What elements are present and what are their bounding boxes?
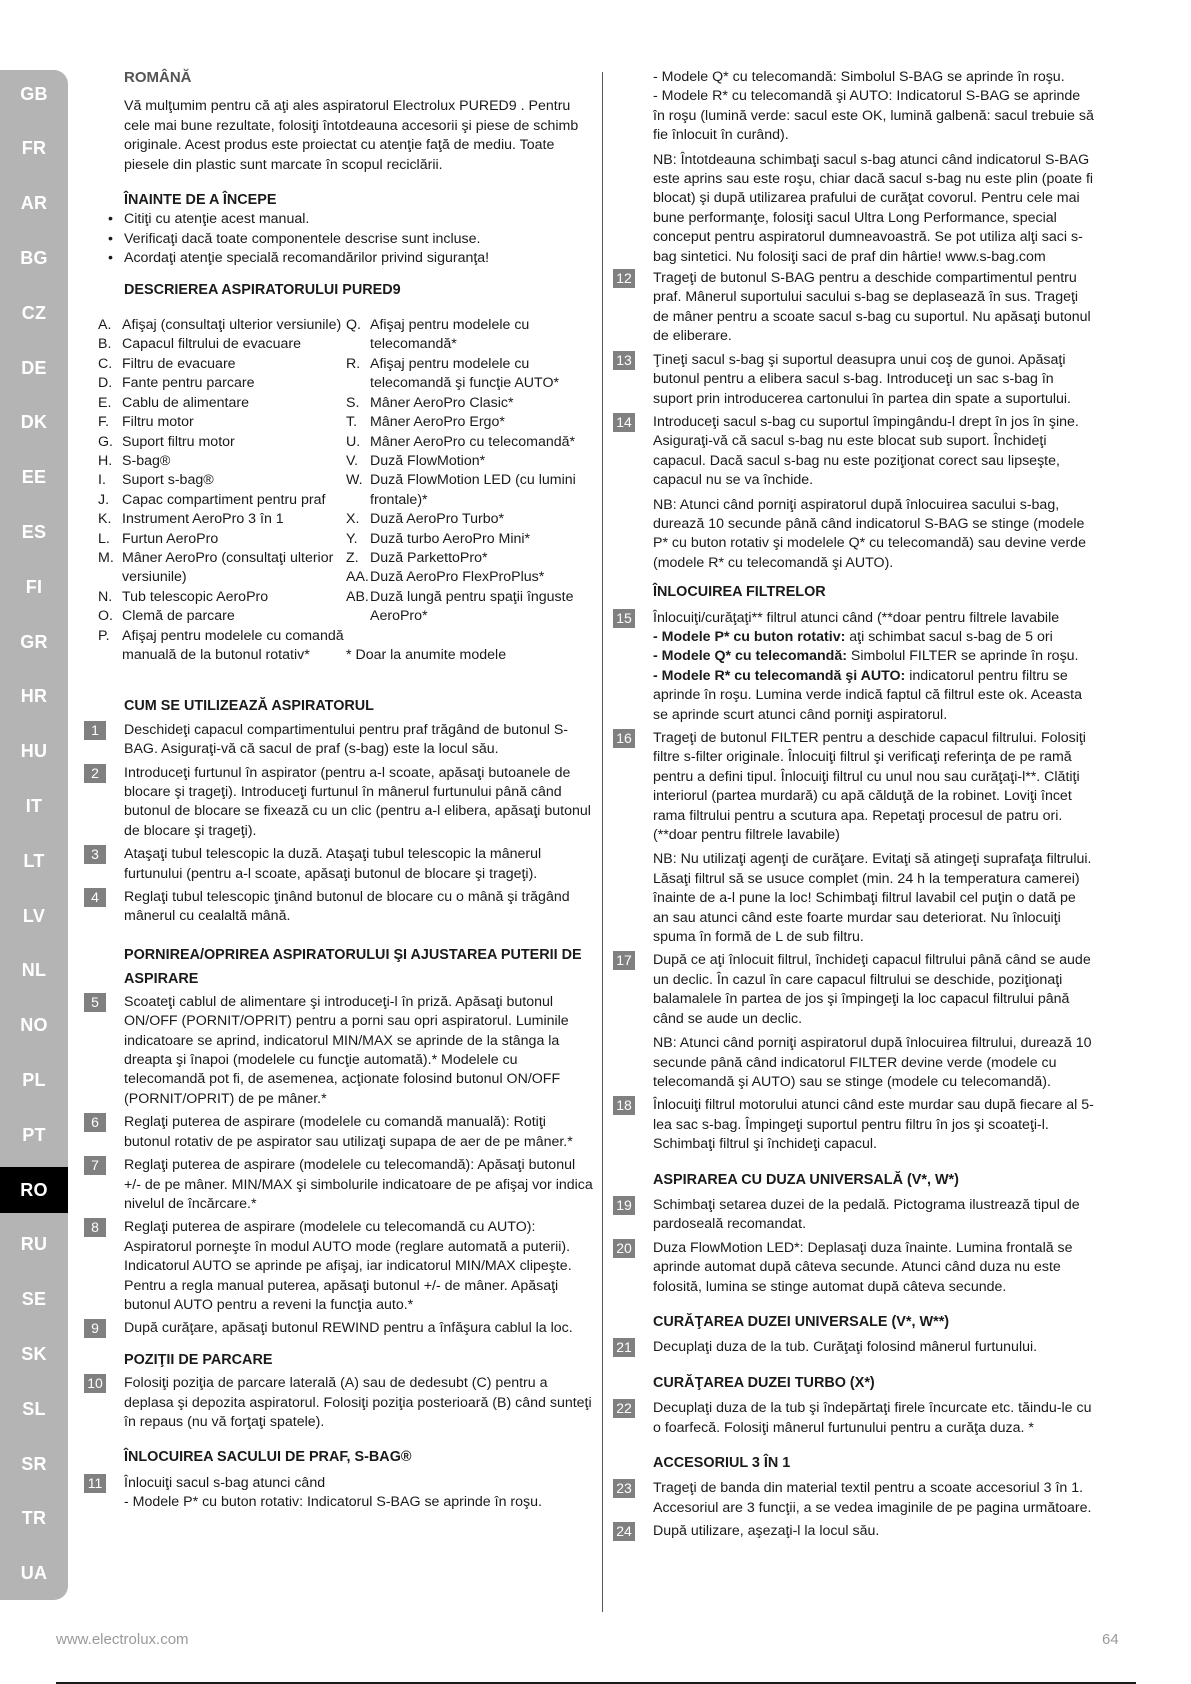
step-text: După curăţare, apăsaţi butonul REWIND pentru a înfăşura cablul la loc. <box>124 1320 573 1337</box>
part-item <box>98 588 346 607</box>
part-name: Afişaj (consultaţi ulterior versiunile) <box>122 317 342 334</box>
step-text: Folosiţi poziţia de parcare laterală (A) sau de dedesubt (C) pentru a deplasa şi depozita aspiratorul. Folosiţi poziţia posterioară (B) când sunteţi în repaus (nu vă forţaţi spatele). <box>124 1375 592 1430</box>
part-name: Duză FlowMotion* <box>370 452 486 469</box>
step-text: După utilizare, aşezaţi-l la locul său. <box>653 1523 880 1540</box>
part-key: S. <box>346 394 360 411</box>
step-text: - Modele R* cu telecomandă şi AUTO: Indicatorul S-BAG se aprinde în roşu (lumină verde: sacul este OK, lumină galbenă: sacul trebuie să fie înlocuit în curând). <box>653 88 1094 144</box>
part-item <box>98 374 346 393</box>
part-key: T. <box>346 414 358 431</box>
step-2 <box>84 764 594 842</box>
before-start-list <box>84 210 594 268</box>
part-item <box>98 471 346 490</box>
language-tab-lv[interactable]: LV <box>22 905 46 926</box>
language-tab-fi[interactable]: FI <box>25 576 43 597</box>
step-10 <box>84 1374 594 1432</box>
left-column <box>84 60 594 1513</box>
website-url: www.electrolux.com <box>56 1631 189 1648</box>
part-key: A. <box>98 317 112 334</box>
column-divider <box>602 72 603 1612</box>
step-14 <box>613 413 1095 491</box>
part-item <box>346 568 586 587</box>
part-key: P. <box>98 627 110 644</box>
parts-list <box>98 316 594 665</box>
part-item <box>98 627 346 666</box>
part-key: B. <box>98 336 112 353</box>
step-number: 19 <box>613 1196 635 1215</box>
step-text: Decuplaţi duza de la tub şi îndepărtaţi firele încurcate etc. tăindu-le cu o foarfecă. Folosiţi mânerul furtunului pentru a curăţa duza. * <box>653 1400 1092 1436</box>
language-tab-ua[interactable]: UA <box>20 1563 48 1584</box>
part-name: Cablu de alimentare <box>122 394 249 411</box>
usage-heading: CUM SE UTILIZEAZĂ ASPIRATORUL <box>124 698 374 715</box>
part-key: E. <box>98 394 112 411</box>
language-tab-fr[interactable]: FR <box>21 138 47 159</box>
part-key: AB. <box>346 588 369 605</box>
bag-steps <box>613 269 1095 490</box>
bullet-item: • Acordaţi atenţie specială recomandărilor privind siguranţa! <box>124 249 594 268</box>
language-tab-gb[interactable]: GB <box>20 83 48 104</box>
part-item <box>98 433 346 452</box>
step-number: 2 <box>84 764 106 783</box>
step-21 <box>613 1338 1095 1357</box>
step-text: Reglaţi puterea de aspirare (modelele cu comandă manuală): Rotiţi butonul rotativ de pe aspirator sau utilizaţi supapa de aer de pe mâner.* <box>124 1114 573 1150</box>
parts-column-2 <box>346 316 586 665</box>
step-text: Trageţi de butonul S-BAG pentru a deschide compartimentul pentru praf. Mânerul suportului sacului s-bag se deplasează în sus. Trageţi de mâner pentru a scoate sacul s-bag cu suportul. Nu apăsaţi butonul de eliberare. <box>653 270 1091 345</box>
step-number: 7 <box>84 1156 106 1175</box>
step-8 <box>84 1218 594 1315</box>
language-tab-tr[interactable]: TR <box>21 1508 47 1529</box>
part-item <box>98 549 346 588</box>
intro-paragraph: Vă mulţumim pentru că aţi ales aspiratorul Electrolux PURED9 . Pentru cele mai bune rezultate, folosiţi întotdeauna accesorii şi piese de schimb originale. Acest produs este proiectat cu atenţie faţă de mediu. Toate piesele din plastic sunt marcate în scopul reciclării. <box>124 98 579 173</box>
step-text: Ataşaţi tubul telescopic la duză. Ataşaţi tubul telescopic la mânerul furtunului (pentru a-l scoate, apăsaţi butonul de blocare şi trageţi). <box>124 846 542 882</box>
step-number: 6 <box>84 1113 106 1132</box>
part-item <box>346 530 586 549</box>
part-item <box>346 394 586 413</box>
model-text: indicatorul pentru filtru se aprinde în roşu. Lumina verde indică faptul că filtrul este ok. Aceasta se aprinde scurt atunci când porniţi aspiratorul. <box>653 667 1083 723</box>
part-name: Clemă de parcare <box>122 608 235 625</box>
part-name: Duză ParkettoPro* <box>370 549 488 566</box>
part-item <box>98 335 346 354</box>
language-tab-dk[interactable]: DK <box>20 412 48 433</box>
language-tab-ee[interactable]: EE <box>21 467 47 488</box>
step-text: Reglaţi puterea de aspirare (modelele cu telecomandă cu AUTO): Aspiratorul porneşte în modul AUTO mode (reglare automată a puterii). Indicatorul AUTO se aprinde pe afişaj, iar indicatorul MIN/MAX clipeşte. Pentru a regla manual puterea, apăsaţi butonul +/- de mâner. Apăsaţi butonul AUTO pentru a reveni la funcţia auto.* <box>124 1219 572 1313</box>
step-12 <box>613 269 1095 347</box>
part-key: M. <box>98 549 114 566</box>
language-tab-ar[interactable]: AR <box>20 193 48 214</box>
step-text: - Modele P* cu buton rotativ: Indicatorul S-BAG se aprinde în roşu. <box>124 1494 542 1511</box>
part-item <box>346 510 586 529</box>
part-item <box>98 452 346 471</box>
part-name: Mâner AeroPro (consultaţi ulterior versiunile) <box>122 549 334 586</box>
language-tab-ro[interactable]: RO <box>0 1167 68 1213</box>
language-tab-sr[interactable]: SR <box>21 1453 47 1474</box>
note-2 <box>613 496 1095 574</box>
part-key: N. <box>98 588 113 605</box>
part-name: Instrument AeroPro 3 în 1 <box>122 511 284 528</box>
model-text: Simbolul FILTER se aprinde în roşu. <box>846 648 1079 665</box>
language-tab-lt[interactable]: LT <box>23 850 45 871</box>
step-text: Ţineţi sacul s-bag şi suportul deasupra unui coş de gunoi. Apăsaţi butonul pentru a elibera sacul s-bag. Introduceţi un sac s-bag în suport prin introducerea cartonului în partea din spate a suportului. <box>653 351 1071 407</box>
right-column <box>613 60 1095 1542</box>
step-11-continued <box>613 68 1095 267</box>
part-name: S-bag® <box>122 452 171 469</box>
step-text <box>653 667 1095 725</box>
step-text: Decuplaţi duza de la tub. Curăţaţi folosind mânerul furtunului. <box>653 1339 1038 1356</box>
parking-steps <box>84 1374 594 1432</box>
step-number: 3 <box>84 845 106 864</box>
part-key: R. <box>346 355 361 372</box>
part-name: Filtru de evacuare <box>122 355 236 372</box>
part-name: Mâner AeroPro Ergo* <box>370 414 505 431</box>
part-item <box>346 549 586 568</box>
language-tab-se[interactable]: SE <box>21 1289 47 1310</box>
part-name: Fante pentru parcare <box>122 375 255 392</box>
part-name: Mâner AeroPro Clasic* <box>370 394 514 411</box>
bullet-item: • Citiţi cu atenţie acest manual. <box>124 210 594 229</box>
power-heading: PORNIREA/OPRIREA ASPIRATORULUI ŞI AJUSTAREA PUTERII DE ASPIRARE <box>124 946 582 987</box>
part-item <box>98 530 346 549</box>
step-15 <box>613 609 1095 725</box>
accessory-heading: ACCESORIUL 3 ÎN 1 <box>653 1455 791 1471</box>
part-name: Duză FlowMotion LED (cu lumini frontale)* <box>370 472 576 508</box>
part-key: W. <box>346 472 363 489</box>
step-24 <box>613 1522 1095 1541</box>
language-tab-hr[interactable]: HR <box>20 686 48 707</box>
part-item <box>346 413 586 432</box>
step-16 <box>613 729 1095 947</box>
bullet-item: • Verificaţi dacă toate componentele descrise sunt incluse. <box>124 230 594 249</box>
note: NB: Atunci când porniţi aspiratorul după înlocuirea filtrului, durează 10 secunde până când indicatorul FILTER devine verde (modele cu telecomandă şi AUTO) sau se stinge (modele cu telecomandă). <box>653 1035 1092 1090</box>
language-tab-es[interactable]: ES <box>21 521 47 542</box>
part-name: Furtun AeroPro <box>122 530 219 547</box>
step-number: 20 <box>613 1239 635 1258</box>
part-key: O. <box>98 608 113 625</box>
note: NB: Nu utilizaţi agenţi de curăţare. Evitaţi să atingeţi suprafaţa filtrului. Lăsaţi filtrul să se usuce complet (min. 24 h la temperatura camerei) înainte de a-l pune la loc! Schimbaţi filtrul lavabil cel puţin o dată pe an sau atunci când este foarte murdar sau deteriorat. Nu înlocuiţi spuma în formă de L de sub filtru. <box>653 851 1092 946</box>
language-tab-de[interactable]: DE <box>21 357 47 378</box>
part-key: D. <box>98 375 113 392</box>
accessory-steps <box>613 1479 1095 1541</box>
step-23 <box>613 1479 1095 1518</box>
part-key: U. <box>346 433 361 450</box>
model-label: - Modele P* cu buton rotativ: <box>653 628 846 645</box>
step-number: 14 <box>613 413 635 432</box>
model-label: - Modele Q* cu telecomandă: <box>653 648 847 665</box>
step-number: 18 <box>613 1096 635 1115</box>
part-name: Filtru motor <box>122 414 194 431</box>
step-number: 21 <box>613 1338 635 1357</box>
model-label: - Modele R* cu telecomandă şi AUTO: <box>653 667 906 684</box>
part-item <box>346 433 586 452</box>
universal-nozzle-steps <box>613 1196 1095 1297</box>
step-text: Trageţi de banda din material textil pentru a scoate accesoriul 3 în 1. Accesoriul are 3 funcţii, a se vedea imaginile de pe pagina următoare. <box>653 1480 1092 1516</box>
step-text: După ce aţi înlocuit filtrul, închideţi capacul filtrului până când se aude un declic. În cazul în care capacul filtrului se deschide, poziţionaţi balamalele în partea de jos şi împingeţi la loc capacul filtrului până când se aude un declic. <box>653 952 1091 1027</box>
step-text: Introduceţi furtunul în aspirator (pentru a-l scoate, apăsaţi butoanele de blocare şi trageţi). Introduceţi furtunul în mânerul furtunului până când butonul de blocare se fixează cu un clic (pentru a-l elibera, apăsaţi butonul de blocare şi trageţi). <box>124 764 591 839</box>
part-name: Duză turbo AeroPro Mini* <box>370 530 531 547</box>
part-item <box>346 471 586 510</box>
step-20 <box>613 1239 1095 1297</box>
step-number: 11 <box>84 1474 106 1493</box>
step-19 <box>613 1196 1095 1235</box>
part-item <box>98 491 346 510</box>
description-heading: DESCRIEREA ASPIRATORULUI PURED9 <box>124 281 401 298</box>
step-text: Trageţi de butonul FILTER pentru a deschide capacul filtrului. Folosiţi filtre s-filter originale. Înlocuiţi filtrul şi verificaţi referinţa de pe ramă pentru a defini tipul. Înlocuiţi filtrul cu unul nou sau curăţaţi-l**. Clătiţi interiorul (partea murdară) cu apă călduţă de la robinet. Loviţi încet rama filtrului pentru a scutura apa. Repetaţi procesul de patru ori. (**doar pentru filtrele lavabile) <box>653 730 1086 844</box>
step-4 <box>84 888 594 927</box>
step-22 <box>613 1399 1095 1438</box>
part-item <box>98 355 346 374</box>
model-text: aţi schimbat sacul s-bag de 5 ori <box>845 628 1053 645</box>
filters-heading: ÎNLOCUIREA FILTRELOR <box>653 584 826 601</box>
before-start-heading: ÎNAINTE DE A ÎNCEPE <box>124 192 277 209</box>
note: NB: Întotdeauna schimbaţi sacul s-bag atunci când indicatorul S-BAG este aprins sau este roşu, chiar dacă sacul s-bag nu este plin (poate fi blocat) şi după utilizarea prafului de curăţat covorul. Pentru cele mai bune performanţe, folosiţi sacul Ultra Long Performance, special conceput pentru aspiratorul dumneavoastră. Se pot utiliza alţi saci s-bag sintetici. Nu folosiţi saci de praf din hârtie! www.s-bag.com <box>653 151 1094 265</box>
step-number: 17 <box>613 951 635 970</box>
step-text: Reglaţi puterea de aspirare (modelele cu telecomandă): Apăsaţi butonul +/- de pe mâner. MIN/MAX şi simbolurile indicatoare de pe afişaj vor indica nivelul de încărcare.* <box>124 1157 593 1212</box>
part-item <box>98 413 346 432</box>
part-key: F. <box>98 414 110 431</box>
step-6 <box>84 1113 594 1152</box>
part-key: AA. <box>346 569 369 586</box>
part-name: Suport filtru motor <box>122 433 235 450</box>
clean-universal-heading: CURĂŢAREA DUZEI UNIVERSALE (V*, W**) <box>653 1313 950 1330</box>
step-number: 16 <box>613 729 635 748</box>
part-key: K. <box>98 511 112 528</box>
step-number: 24 <box>613 1522 635 1541</box>
usage-steps <box>84 721 594 927</box>
part-item <box>98 607 346 626</box>
part-name: Tub telescopic AeroPro <box>122 588 269 605</box>
part-key: I. <box>98 472 106 489</box>
part-item <box>346 316 586 355</box>
step-3 <box>84 845 594 884</box>
part-key: H. <box>98 452 113 469</box>
clean-turbo-heading: CURĂŢAREA DUZEI TURBO (X*) <box>653 1374 875 1391</box>
language-tab-ru[interactable]: RU <box>20 1234 48 1255</box>
part-item <box>98 394 346 413</box>
note: NB: Atunci când porniţi aspiratorul după înlocuirea sacului s-bag, durează 10 secunde până când indicatorul S-BAG se stinge (modele P* cu buton rotativ şi modelele Q* cu telecomandă) sau devine verde (modele R* cu telecomandă şi AUTO). <box>653 496 1086 571</box>
step-11 <box>84 1474 594 1513</box>
part-key: X. <box>346 511 360 528</box>
part-name: Mâner AeroPro cu telecomandă* <box>370 433 576 450</box>
step-7 <box>84 1156 594 1214</box>
step-number: 23 <box>613 1479 635 1498</box>
language-tab-pt[interactable]: PT <box>22 1124 46 1145</box>
part-item <box>346 355 586 394</box>
parts-note: * Doar la anumite modele <box>346 646 507 663</box>
language-tab-pl[interactable]: PL <box>22 1069 46 1090</box>
parts-column-1 <box>98 316 346 665</box>
step-number: 15 <box>613 609 635 628</box>
step-text: Deschideţi capacul compartimentului pentru praf trăgând de butonul S-BAG. Asiguraţi-vă că sacul de praf (s-bag) este la locul său. <box>124 721 569 758</box>
language-tab-nl[interactable]: NL <box>21 960 47 981</box>
part-item <box>346 452 586 471</box>
language-tab-hu[interactable]: HU <box>20 741 48 762</box>
step-18 <box>613 1096 1095 1154</box>
step-number: 5 <box>84 993 106 1012</box>
part-key: G. <box>98 433 113 450</box>
step-text: Introduceţi sacul s-bag cu suportul împingându-l drept în jos în şine. Asiguraţi-vă că sacul s-bag nu este blocat sub suport. Închideţi capacul. Dacă sacul s-bag nu este poziţionat corect sau lipseşte, capacul nu se va închide. <box>653 413 1079 489</box>
part-name: Duză AeroPro Turbo* <box>370 511 505 528</box>
part-key: Q. <box>346 317 361 334</box>
part-name: Afişaj pentru modelele cu telecomandă şi funcţie AUTO* <box>370 355 560 392</box>
step-9 <box>84 1319 594 1338</box>
step-number: 1 <box>84 721 106 740</box>
step-number: 12 <box>613 269 635 288</box>
step-1 <box>84 721 594 760</box>
part-name: Suport s-bag® <box>122 472 214 489</box>
part-name: Duză AeroPro FlexProPlus* <box>370 569 545 586</box>
step-text: Reglaţi tubul telescopic ţinând butonul de blocare cu o mână şi trăgând mânerul cu cealaltă mână. <box>124 889 570 925</box>
part-name: Afişaj pentru modelele cu telecomandă* <box>370 317 530 353</box>
part-key: L. <box>98 530 110 547</box>
step-text: Scoateţi cablul de alimentare şi introduceţi-l în priză. Apăsaţi butonul ON/OFF (PORNIT/OPRIT) pentru a porni sau opri aspiratorul. Luminile indicatoare se aprind, indicatorul MIN/MAX se aprinde de la stânga la dreapta şi înapoi (modelele cu funcţie automată).* Modelele cu telecomandă pot fi, de asemenea, acţionate folosind butonul ON/OFF (PORNIT/OPRIT) de pe mâner.* <box>124 993 569 1107</box>
step-text <box>653 647 1095 666</box>
step-number: 22 <box>613 1399 635 1418</box>
language-tab-gr[interactable]: GR <box>20 631 48 652</box>
step-text: Schimbaţi setarea duzei de la pedală. Pictograma ilustrează tipul de pardoseală recomandat. <box>653 1196 1080 1233</box>
step-text: Înlocuiţi filtrul motorului atunci când este murdar sau după fiecare al 5-lea sac s-bag. Împingeţi suportul pentru filtru în jos şi scoateţi-l. Schimbaţi filtrul şi închideţi capacul. <box>653 1097 1094 1153</box>
language-tab-bar <box>0 70 68 1600</box>
step-text: Înlocuiţi sacul s-bag atunci când <box>124 1474 326 1491</box>
bag-heading: ÎNLOCUIREA SACULUI DE PRAF, S-BAG® <box>124 1449 412 1466</box>
parking-heading: POZIŢII DE PARCARE <box>124 1351 273 1368</box>
step-number: 4 <box>84 888 106 907</box>
step-number: 8 <box>84 1218 106 1237</box>
part-key: Z. <box>346 549 359 566</box>
step-text: - Modele Q* cu telecomandă: Simbolul S-BAG se aprinde în roşu. <box>653 69 1065 85</box>
part-name: Duză lungă pentru spaţii înguste AeroPro* <box>370 588 574 625</box>
step-number: 10 <box>84 1374 106 1393</box>
language-tab-bg[interactable]: BG <box>20 247 48 268</box>
part-item <box>346 588 586 627</box>
language-tab-no[interactable]: NO <box>20 1015 48 1036</box>
part-item <box>98 316 346 335</box>
step-17 <box>613 951 1095 1092</box>
part-key: V. <box>346 452 359 469</box>
step-number: 13 <box>613 351 635 370</box>
step-5 <box>84 993 594 1109</box>
page-number: 64 <box>1102 1631 1119 1648</box>
part-name: Capacul filtrului de evacuare <box>122 336 302 353</box>
part-key: C. <box>98 355 113 372</box>
power-steps <box>84 993 594 1339</box>
step-text: Înlocuiţi/curăţaţi** filtrul atunci când (**doar pentru filtrele lavabile <box>653 609 1060 626</box>
language-tab-it[interactable]: IT <box>25 795 43 816</box>
step-number: 9 <box>84 1319 106 1338</box>
step-text: Duza FlowMotion LED*: Deplasaţi duza înainte. Lumina frontală se aprinde automat după câteva secunde. Atunci când duza nu este folosită, lumina se stinge automat după câteva secunde. <box>653 1239 1073 1295</box>
language-tab-cz[interactable]: CZ <box>21 302 47 323</box>
part-name: Afişaj pentru modelele cu comandă manuală de la butonul rotativ* <box>122 627 344 663</box>
universal-nozzle-heading: ASPIRAREA CU DUZA UNIVERSALĂ (V*, W*) <box>653 1171 959 1188</box>
part-key: J. <box>98 491 110 508</box>
step-13 <box>613 351 1095 409</box>
section-title: ROMÂNĂ <box>124 69 192 86</box>
language-tab-sk[interactable]: SK <box>21 1343 47 1364</box>
step-text <box>653 628 1095 647</box>
part-name: Capac compartiment pentru praf <box>122 491 326 508</box>
language-tab-sl[interactable]: SL <box>22 1398 46 1419</box>
part-key: Y. <box>346 530 358 547</box>
part-item <box>98 510 346 529</box>
